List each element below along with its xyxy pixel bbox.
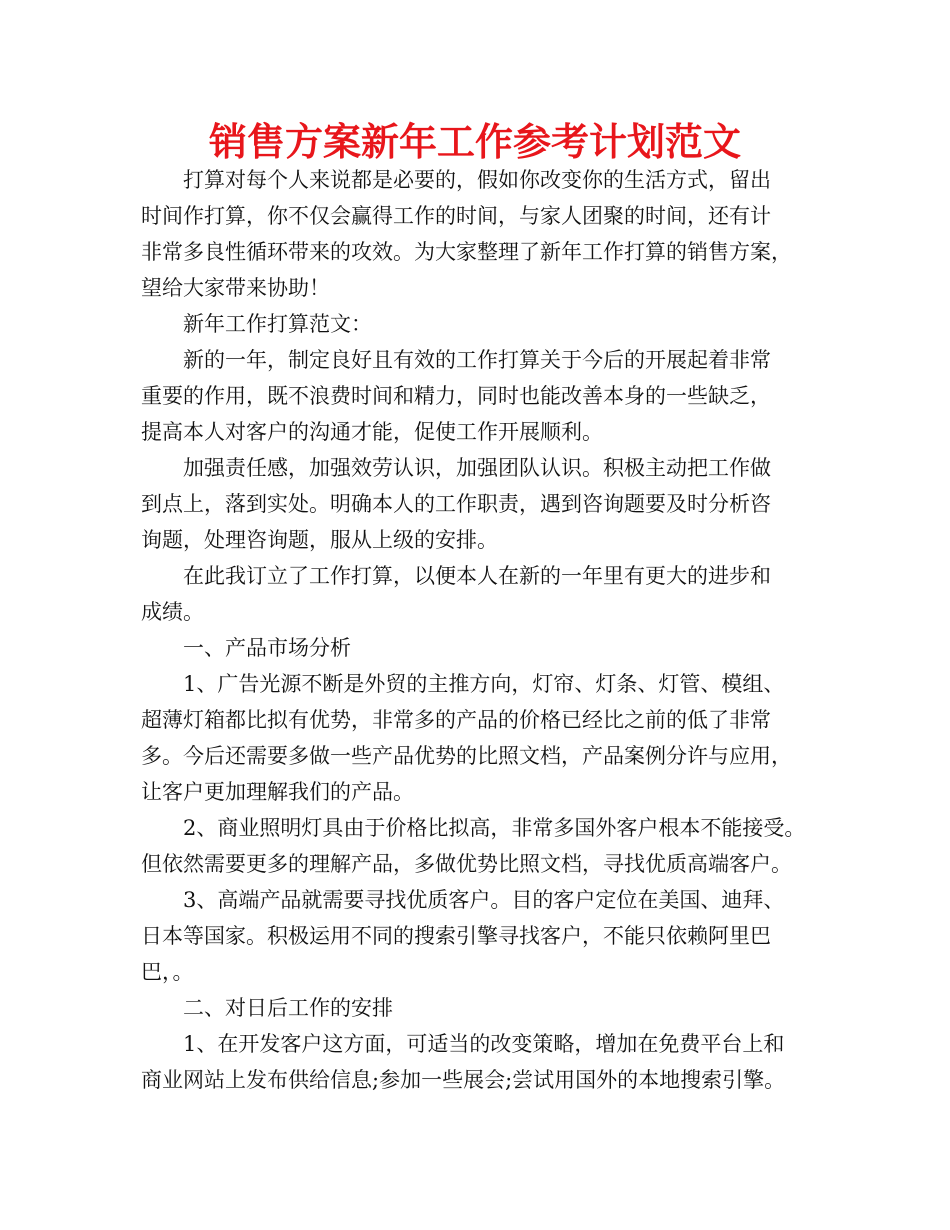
body-text-line: 新年工作打算范文： <box>183 312 372 336</box>
body-text-line: 到点上，落到实处。明确本人的工作职责，遇到咨询题要及时分析咨 <box>141 492 771 516</box>
body-text-line: 一、产品市场分析 <box>183 636 351 660</box>
body-text-line: 打算对每个人来说都是必要的，假如你改变你的生活方式，留出 <box>183 168 771 192</box>
body-text-line: 提高本人对客户的沟通才能，促使工作开展顺利。 <box>141 420 603 444</box>
body-text-line: 日本等国家。积极运用不同的搜索引擎寻找客户，不能只依赖阿里巴 <box>141 924 771 948</box>
body-text-line: 但依然需要更多的理解产品，多做优势比照文档，寻找优质高端客户。 <box>141 852 792 876</box>
body-text-line: 重要的作用，既不浪费时间和精力，同时也能改善本身的一些缺乏， <box>141 384 771 408</box>
document-title: 销售方案新年工作参考计划范文 <box>208 120 741 164</box>
body-text-line: 二、对日后工作的安排 <box>183 996 393 1020</box>
body-text-line: 巴，。 <box>141 960 194 984</box>
body-text-line: 成绩。 <box>141 600 204 624</box>
body-text-line: 1、在开发客户这方面，可适当的改变策略，增加在免费平台上和 <box>183 1032 785 1056</box>
document-body <box>141 162 813 1098</box>
body-text-line: 新的一年，制定良好且有效的工作打算关于今后的开展起着非常 <box>183 348 771 372</box>
body-text-line: 非常多良性循环带来的攻效。为大家整理了新年工作打算的销售方案， <box>141 240 792 264</box>
body-text-line: 让客户更加理解我们的产品。 <box>141 780 414 804</box>
body-text-line: 多。今后还需要多做一些产品优势的比照文档，产品案例分许与应用， <box>141 744 792 768</box>
body-text-line: 加强责任感，加强效劳认识，加强团队认识。积极主动把工作做 <box>183 456 771 480</box>
body-text-line: 时间作打算，你不仅会赢得工作的时间，与家人团聚的时间，还有计 <box>141 204 771 228</box>
body-text-line: 询题，处理咨询题，服从上级的安排。 <box>141 528 498 552</box>
body-text-line: 3、高端产品就需要寻找优质客户。目的客户定位在美国、迪拜、 <box>183 888 785 912</box>
body-text-line: 在此我订立了工作打算，以便本人在新的一年里有更大的进步和 <box>183 564 771 588</box>
body-text-line: 商业网站上发布供给信息;参加一些展会;尝试用国外的本地搜索引擎。 <box>141 1068 786 1092</box>
body-text-line: 1、广告光源不断是外贸的主推方向，灯帘、灯条、灯管、模组、 <box>183 672 785 696</box>
body-text-line: 超薄灯箱都比拟有优势，非常多的产品的价格已经比之前的低了非常 <box>141 708 771 732</box>
body-text-line: 望给大家带来协助！ <box>141 276 330 300</box>
body-text-line: 2、商业照明灯具由于价格比拟高，非常多国外客户根本不能接受。 <box>183 816 806 840</box>
